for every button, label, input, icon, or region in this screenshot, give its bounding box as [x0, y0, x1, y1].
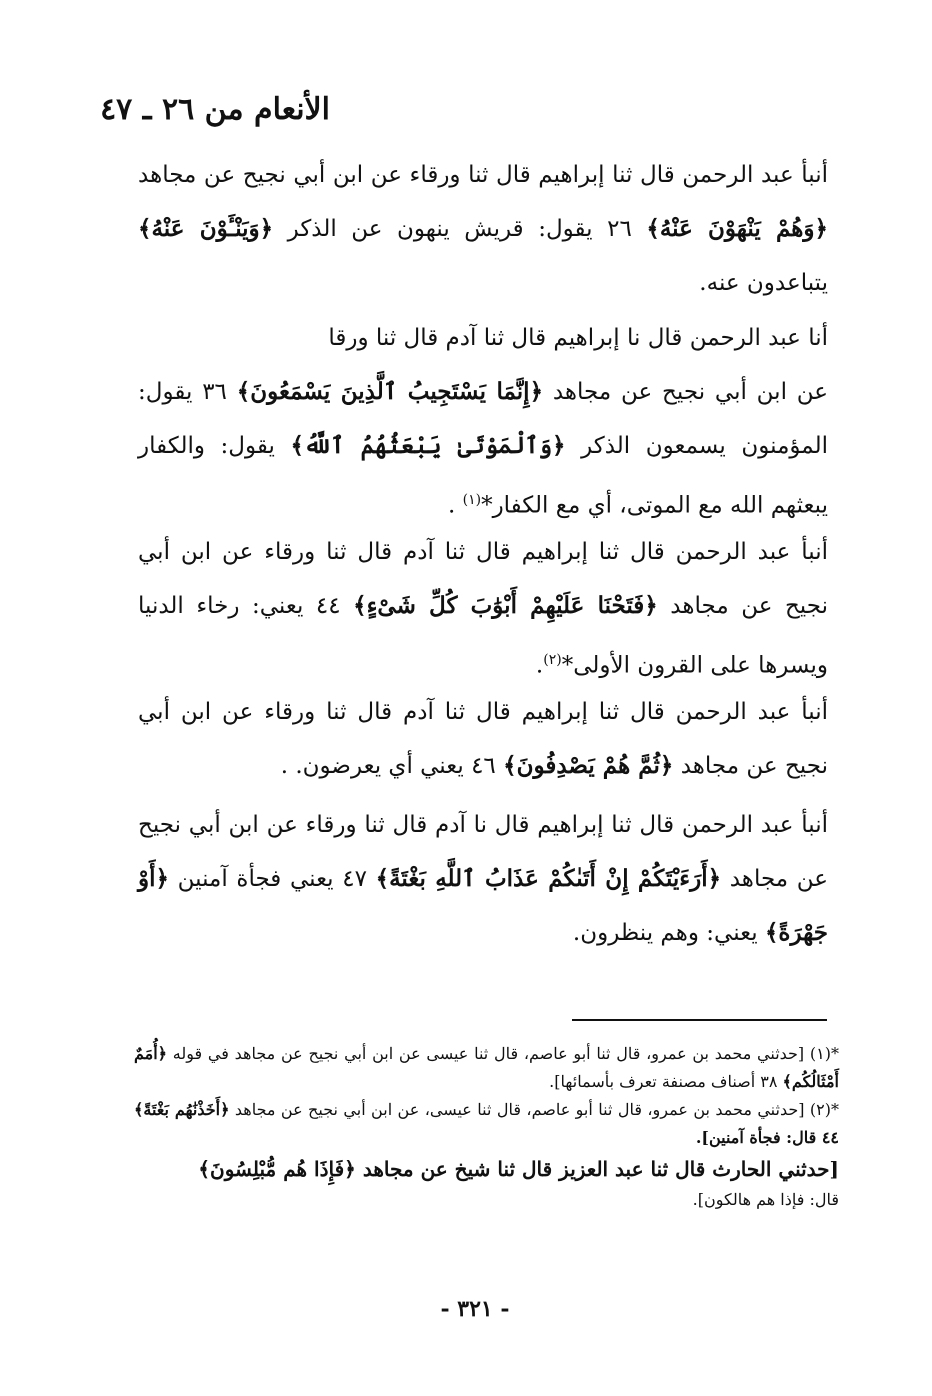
quran-quote: ﴿وَيَنْـَٔوْنَ عَنْهُ﴾ [138, 215, 274, 242]
commentary-text: يقول: والكفار يبعثهم الله مع الموتى، أي مع الكفار* [138, 433, 828, 519]
commentary-text: عن مجاهد [673, 753, 778, 779]
commentary-text: ٢٦ يقول: قريش ينهون عن الذكر [273, 216, 647, 242]
paragraph-text [138, 148, 828, 310]
footnote-3 [134, 1152, 839, 1186]
quran-quote: ﴿إِنَّمَا يَسْتَجِيبُ ٱلَّذِينَ يَسْمَعُونَ﴾ [236, 378, 544, 405]
paragraph-1 [138, 148, 828, 310]
isnad-text: أنا عبد الرحمن قال نا إبراهيم قال ثنا آدم قال ثنا ورقا [328, 325, 828, 351]
quran-quote: ﴿وَٱلْمَوْتَىٰ يَبْعَثُهُمُ ٱللَّهُ﴾ [290, 432, 566, 459]
paragraph-text [138, 685, 828, 793]
quran-quote: ﴿فَإِذَا هُم مُّبْلِسُونَ﴾ [198, 1157, 356, 1181]
footnote-text: ٣٨ أصناف مصنفة تعرف بأسمائها]. [549, 1072, 783, 1091]
paragraph-5 [138, 798, 828, 960]
quran-quote: ﴿أَرَءَيْتَكُمْ إِنْ أَتَىٰكُمْ عَذَابُ ٱللَّهِ بَغْتَةً﴾ [375, 865, 722, 892]
commentary-text: ٤٧ يعني فجأة آمنين [168, 866, 376, 892]
quran-quote: ﴿ثُمَّ هُمْ يَصْدِفُونَ﴾ [503, 752, 674, 779]
paragraph-text [138, 311, 828, 533]
footnote-marker[interactable]: (١) [462, 492, 482, 508]
commentary-text: يتباعدون عنه. [699, 270, 828, 296]
footnote-text: قال: فإذا هم هالكون]. [692, 1190, 839, 1209]
footnote-separator [572, 1019, 827, 1021]
commentary-text: ٤٤ يعني: رخاء الدنيا ويسرها على القرون الأولى* [138, 593, 828, 679]
footnotes [134, 1040, 839, 1214]
paragraph-2 [138, 311, 828, 533]
isnad-text: أنبأ عبد الرحمن قال ثنا إبراهيم قال ثنا ورقاء عن ابن أبي نجيح عن مجاهد [138, 162, 828, 188]
paragraph-3 [138, 525, 828, 693]
quran-quote: ﴿أُمَمٌ أَمْثَالُكُم﴾ [134, 1044, 839, 1091]
commentary-text: عن ابن أبي نجيح عن مجاهد [543, 379, 828, 405]
footnote-1 [134, 1040, 839, 1096]
page-title: الأنعام من ٢٦ ـ ٤٧ [100, 92, 330, 127]
commentary-text: يعني: وهم ينظرون. [572, 920, 765, 946]
footnote-text: [حدثني الحارث قال ثنا عبد العزيز قال ثنا شيخ عن مجاهد [355, 1157, 839, 1181]
paragraph-4 [138, 685, 828, 793]
footnote-text: *(٢) [حدثني محمد بن عمرو، قال ثنا أبو عاصم، قال ثنا عيسى، عن ابن أبي نجيح عن مجاهد [234, 1100, 839, 1119]
footnote-text: *(١) [حدثني محمد بن عمرو، قال ثنا أبو عاصم، قال ثنا عيسى عن ابن أبي نجيح عن مجاهد في قوله [172, 1044, 839, 1063]
commentary-text: . [447, 492, 463, 519]
footnote-4 [134, 1186, 839, 1214]
footnote-marker[interactable]: (٢) [543, 652, 562, 668]
paragraph-text [138, 525, 828, 693]
paragraph-text [138, 798, 828, 960]
quran-quote: ﴿وَهُمْ يَنْهَوْنَ عَنْهُ﴾ [646, 215, 828, 242]
quran-quote: ﴿فَتَحْنَا عَلَيْهِمْ أَبْوَٰبَ كُلِّ شَىْءٍ﴾ [353, 592, 658, 619]
commentary-text: عن مجاهد [657, 593, 773, 619]
isnad-text: أنبأ عبد الرحمن قال ثنا إبراهيم قال ثنا آدم قال ثنا ورقاء عن ابن أبي نجيح [138, 699, 828, 779]
page-number: - ٣٢١ - [440, 1296, 510, 1322]
footnote-text: ٤٤ قال: فجأة آمنين]. [695, 1128, 839, 1147]
commentary-text: ٤٦ يعني أي يعرضون. . [280, 753, 504, 779]
quran-quote: ﴿أَخَذْنَٰهُم بَغْتَةً﴾ [134, 1100, 230, 1119]
commentary-text: ٣٦ يقول: المؤمنون يسمعون الذكر [138, 379, 828, 459]
quran-quote: ﴿أَوْ جَهْرَةً﴾ [138, 865, 828, 946]
footnote-2 [134, 1096, 839, 1152]
commentary-text: . [535, 652, 544, 679]
isnad-text: أنبأ عبد الرحمن قال ثنا إبراهيم قال نا آدم قال ثنا ورقاء عن ابن أبي نجيح [138, 812, 828, 838]
isnad-text: أنبأ عبد الرحمن قال ثنا إبراهيم قال ثنا آدم قال ثنا ورقاء عن ابن أبي نجيح [138, 539, 828, 619]
commentary-text: عن مجاهد [721, 866, 829, 892]
